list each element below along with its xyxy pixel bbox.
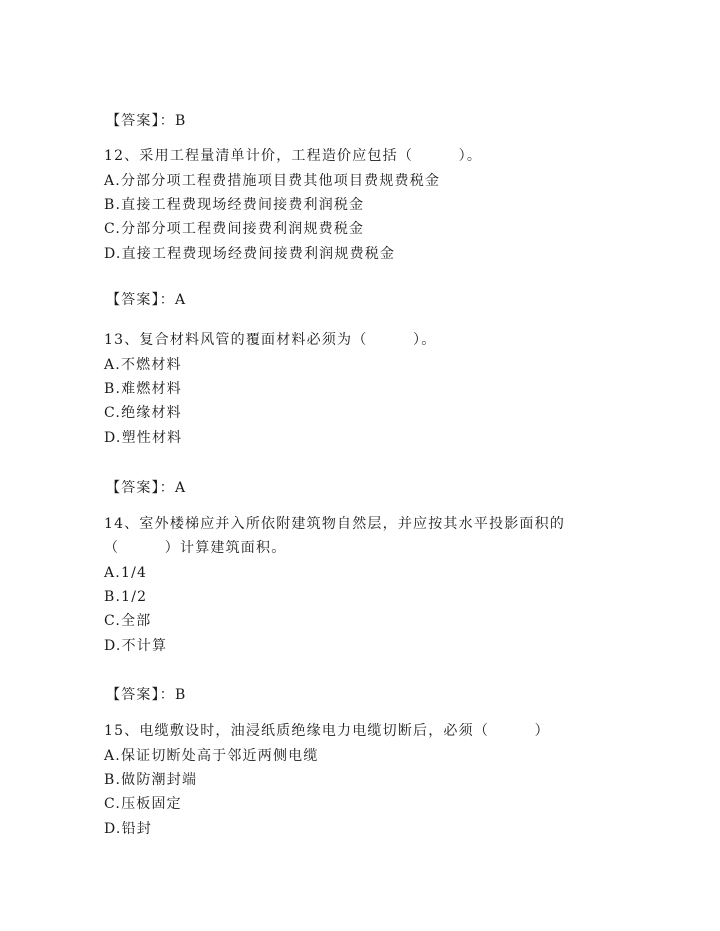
option-c: C.分部分项工程费间接费利润规费税金 — [104, 221, 365, 237]
answer-line: 【答案】：B — [106, 687, 187, 703]
question-stem-continued: （ ）计算建筑面积。 — [104, 540, 287, 556]
option-d: D.塑性材料 — [104, 430, 183, 446]
question-stem: 12、采用工程量清单计价，工程造价应包括（ ）。 — [104, 148, 483, 164]
answer-line: 【答案】：A — [106, 480, 187, 496]
option-c: C.压板固定 — [104, 796, 182, 812]
option-c: C.全部 — [104, 613, 152, 629]
option-b: B.直接工程费现场经费间接费利润税金 — [104, 197, 365, 213]
option-b: B.难燃材料 — [104, 381, 182, 397]
option-d: D.不计算 — [104, 638, 168, 654]
question-stem: 13、复合材料风管的覆面材料必须为（ ）。 — [104, 332, 437, 348]
option-a: A.1/4 — [104, 565, 148, 581]
option-d: D.直接工程费现场经费间接费利润规费税金 — [104, 246, 396, 262]
option-c: C.绝缘材料 — [104, 405, 182, 421]
question-stem: 15、电缆敷设时，油浸纸质绝缘电力电缆切断后，必须（ ） — [104, 723, 550, 739]
option-b: B.1/2 — [104, 589, 148, 605]
answer-line: 【答案】：A — [106, 292, 187, 308]
option-a: A.分部分项工程费措施项目费其他项目费规费税金 — [104, 173, 441, 189]
option-a: A.不燃材料 — [104, 357, 182, 373]
option-a: A.保证切断处高于邻近两侧电缆 — [104, 748, 319, 764]
answer-line: 【答案】：B — [106, 113, 187, 129]
option-b: B.做防潮封端 — [104, 772, 198, 788]
question-stem: 14、室外楼梯应并入所依附建筑物自然层，并应按其水平投影面积的 — [104, 516, 566, 532]
option-d: D.铅封 — [104, 821, 152, 837]
